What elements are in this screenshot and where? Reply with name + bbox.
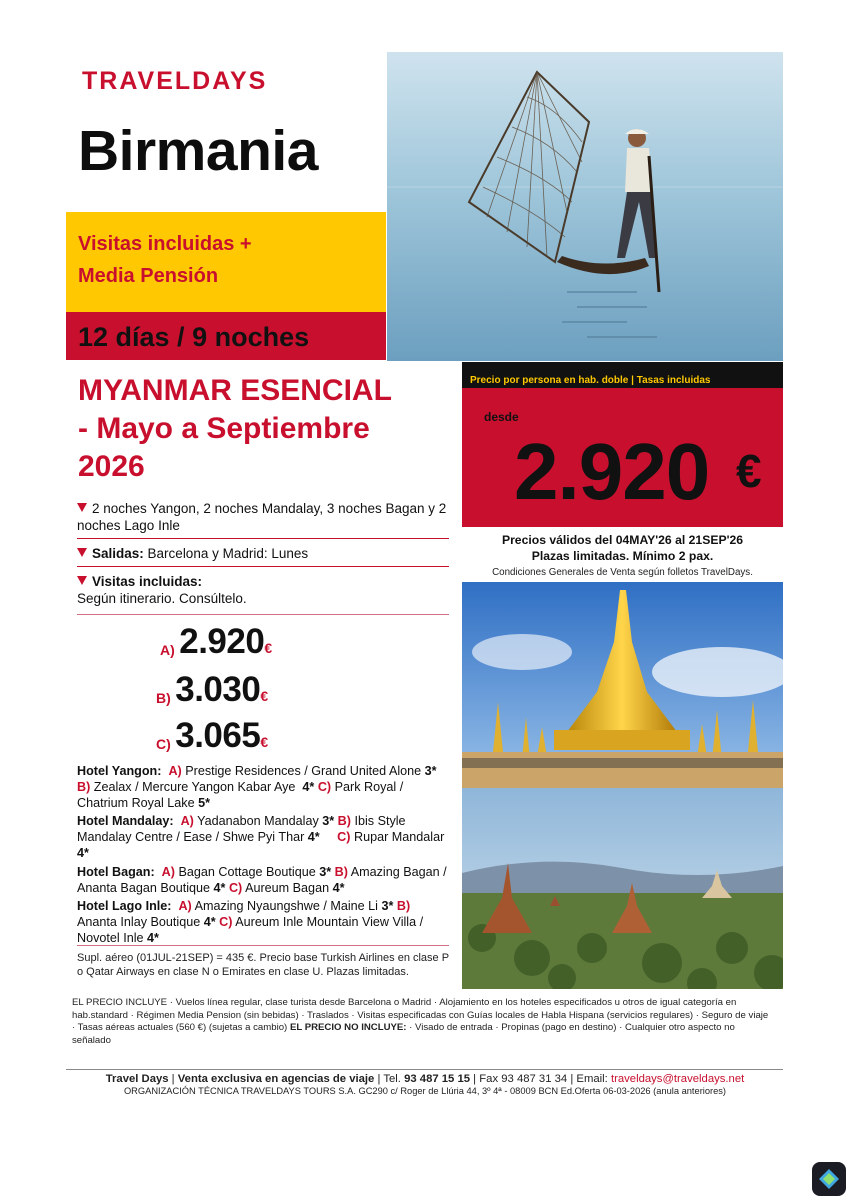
price-not-includes: · Visado de entrada · Propinas (pago en destino) · Cualquier otro aspecto no señalado [72, 1022, 735, 1046]
divider [77, 566, 449, 567]
footer-divider [66, 1069, 783, 1070]
hotel-yangon: Hotel Yangon: A) Prestige Residences / Grand United Alone 3* B) Zealax / Mercure Yangon Kabar Aye 4* C) Park Royal / Chatrium Royal Lake 5* [77, 764, 437, 810]
headline-currency: € [736, 445, 762, 497]
divider [77, 538, 449, 539]
itinerary-text: 2 noches Yangon, 2 noches Mandalay, 3 noches Bagan y 2 noches Lago Inle [77, 501, 447, 533]
salidas-label: Salidas: [92, 546, 144, 561]
triangle-bullet-icon [77, 503, 87, 512]
corner-app-icon[interactable] [812, 1162, 846, 1196]
validity-dates: Precios válidos del 04MAY'26 al 21SEP'26 [501, 533, 744, 547]
headline-price: 2.920 [514, 427, 710, 516]
price-note-bar [462, 362, 783, 388]
footer-email-label: Email: [576, 1073, 608, 1085]
desde-label: desde [484, 410, 519, 424]
price-option-b [156, 670, 268, 710]
duration-bar [66, 312, 386, 360]
salidas-value: Barcelona y Madrid: Lunes [147, 546, 309, 561]
bagan-temples-photo [462, 788, 783, 989]
trip-title-line-3: 2026 [78, 450, 145, 483]
divider [77, 945, 449, 946]
footer-email-link[interactable]: traveldays@traveldays.net [610, 1073, 745, 1085]
option-label: C) [156, 736, 171, 752]
option-label: A) [160, 642, 175, 658]
option-price: 2.920 [179, 622, 265, 661]
pagoda-photo [462, 582, 783, 788]
hotel-inle: Hotel Lago Inle: A) Amazing Nyaungshwe / Maine Li 3* B) Ananta Inlay Boutique 4* C) Aureum Inle Mountain View Villa / Novotel Inle 4* [77, 899, 424, 945]
highlight-line-2: Media Pensión [78, 265, 219, 287]
hotel-bagan: Hotel Bagan: A) Bagan Cottage Boutique 3* B) Amazing Bagan / Ananta Bagan Boutique 4* C) Aureum Bagan 4* [77, 864, 447, 895]
visitas-label: Visitas incluidas: [92, 574, 203, 589]
hotels-list [77, 764, 449, 950]
footer-tel[interactable]: 93 487 15 15 [404, 1073, 471, 1085]
footer-company: Travel Days [105, 1073, 169, 1085]
price-option-c [156, 716, 268, 756]
hero-photo-fisherman [387, 52, 783, 361]
price-conditions [72, 997, 772, 1047]
air-supplement-note: Supl. aéreo (01JUL-21SEP) = 435 €. Precio base Turkish Airlines en clase P o Qatar Airways en clase N o Emirates en clase U. Plazas limitadas. [77, 952, 449, 978]
itinerary-bullet [77, 500, 449, 534]
option-currency: € [260, 688, 269, 704]
validity-info [462, 532, 783, 564]
highlight-box [66, 212, 386, 312]
footer-tagline: Venta exclusiva en agencias de viaje [177, 1073, 375, 1085]
footer-tel-label: Tel. [383, 1073, 401, 1085]
duration-text: 12 días / 9 noches [78, 322, 310, 352]
price-box [462, 388, 783, 527]
visitas-value: Según itinerario. Consúltelo. [77, 591, 247, 606]
divider [77, 614, 449, 615]
price-option-a [160, 622, 272, 662]
app-badge-icon [812, 1162, 846, 1196]
fisherman-illustration [387, 52, 783, 361]
destination-title: Birmania [78, 119, 318, 183]
price-note: Precio por persona en hab. doble | Tasas incluidas [470, 375, 711, 386]
logo-wordmark: TRAVELDAYS [82, 67, 268, 95]
option-label: B) [156, 690, 171, 706]
trip-title [78, 372, 458, 486]
trip-title-line-1: MYANMAR ESENCIAL [78, 374, 392, 407]
highlight-line-1: Visitas incluidas + [78, 233, 252, 255]
validity-min: Plazas limitadas. Mínimo 2 pax. [531, 549, 714, 563]
option-currency: € [264, 640, 273, 656]
option-price: 3.030 [175, 670, 261, 709]
footer-legal: ORGANIZACIÓN TÉCNICA TRAVELDAYS TOURS S.A. GC290 c/ Roger de Llúria 44, 3º 4ª - 08009 BCN Ed.Oferta 06-03-2026 (anula anteriores) [123, 1086, 727, 1096]
triangle-bullet-icon [77, 576, 87, 585]
footer-fax: Fax 93 487 31 34 [479, 1073, 568, 1085]
golden-pagoda-illustration [462, 582, 783, 788]
price-not-includes-label: EL PRECIO NO INCLUYE: [289, 1022, 407, 1034]
traveldays-logo [82, 62, 292, 102]
trip-title-line-2: - Mayo a Septiembre [78, 412, 370, 445]
option-price: 3.065 [175, 716, 261, 755]
price-includes: EL PRECIO INCLUYE · Vuelos línea regular, clase turista desde Barcelona o Madrid · Alojamiento en los hoteles especificados u otros de igual categoría en hab.standard · Régimen Media Pension (sin bebidas) · Traslados · Visitas especificadas con Guías locales de Habla Hispana (servicios regulares) · Seguro de viaje · Tasas aéreas actuales (560 €) (sujetas a cambio) [72, 997, 769, 1034]
salidas-bullet [77, 545, 449, 562]
traveldays-logo-mark [82, 62, 292, 102]
triangle-bullet-icon [77, 548, 87, 557]
hotel-mandalay: Hotel Mandalay: A) Yadanabon Mandalay 3* B) Ibis Style Mandalay Centre / Ease / Shwe Pyi Thar 4* C) Rupar Mandalar 4* [77, 814, 445, 860]
option-currency: € [260, 734, 269, 750]
bagan-temples-illustration [462, 788, 783, 989]
footer-contact: Travel Days | Venta exclusiva en agencias de viaje | Tel. 93 487 15 15 | Fax 93 487 31 34 | Email: traveldays@traveldays.net [105, 1073, 745, 1085]
visitas-bullet [77, 573, 449, 607]
general-conditions: Condiciones Generales de Venta según folletos TravelDays. [492, 567, 753, 578]
